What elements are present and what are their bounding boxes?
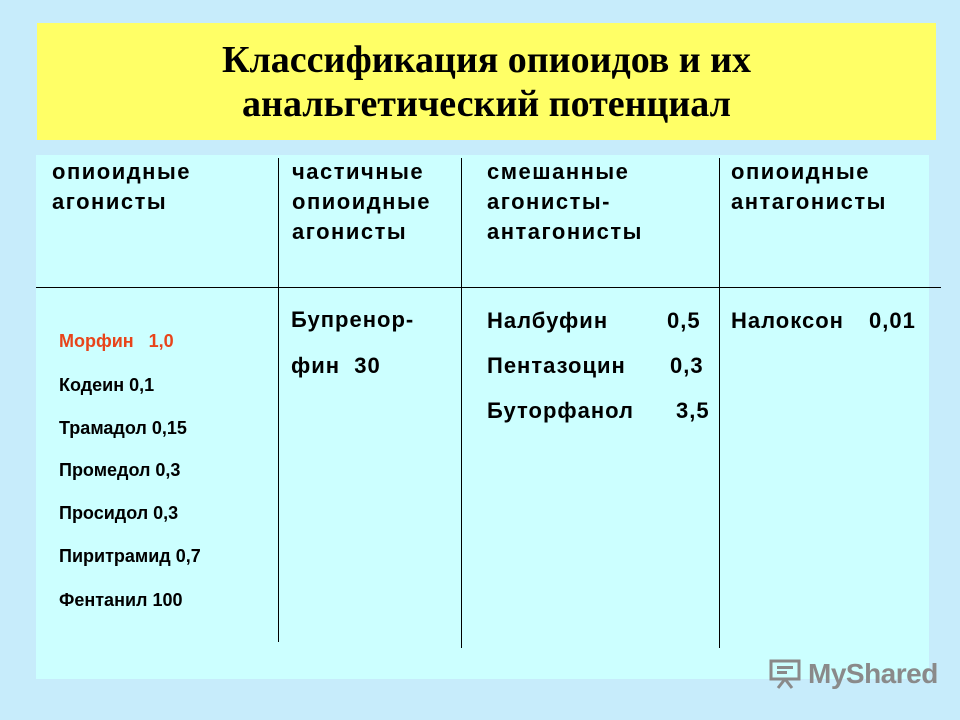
header-agonists	[52, 157, 191, 217]
mixed-drug-value: 0,5	[667, 308, 701, 333]
header-text: опиоидные	[292, 189, 431, 214]
header-text: агонисты-	[487, 189, 611, 214]
agonist-item: Кодеин 0,1	[59, 375, 155, 395]
partial-agonist-line: Бупренор-	[291, 307, 415, 332]
header-partial-agonists	[292, 157, 431, 247]
header-mixed	[487, 157, 643, 247]
mixed-drug-name: Буторфанол	[487, 398, 635, 423]
header-text: частичные	[292, 159, 425, 184]
antagonist-name: Налоксон	[731, 308, 844, 333]
column-divider-2	[461, 158, 462, 648]
header-text: опиоидные	[731, 159, 870, 184]
agonist-item: Просидол 0,3	[59, 503, 179, 523]
agonist-item: Промедол 0,3	[59, 460, 181, 480]
agonist-item: Морфин 1,0	[59, 331, 174, 351]
header-antagonists	[731, 157, 887, 217]
antagonist-value: 0,01	[869, 308, 916, 333]
header-text: антагонисты	[731, 189, 887, 214]
mixed-drug-value: 0,3	[670, 353, 704, 378]
column-divider-3	[719, 158, 720, 648]
header-text: смешанные	[487, 159, 630, 184]
column-divider-1	[278, 158, 279, 642]
header-divider	[36, 287, 941, 288]
agonist-item: Фентанил 100	[59, 590, 183, 610]
title-line-2: анальгетический потенциал	[242, 82, 731, 125]
header-text: опиоидные	[52, 159, 191, 184]
mixed-drug-name: Пентазоцин	[487, 353, 626, 378]
partial-agonist-line: фин 30	[291, 353, 381, 378]
myshared-watermark	[768, 656, 938, 692]
header-text: агонисты	[52, 189, 168, 214]
header-text: антагонисты	[487, 219, 643, 244]
header-text: агонисты	[292, 219, 408, 244]
title-line-1: Классификация опиоидов и их	[221, 38, 752, 81]
watermark-text: MyShared	[808, 658, 938, 689]
presentation-board-icon	[768, 659, 802, 689]
agonist-item: Пиритрамид 0,7	[59, 546, 201, 566]
mixed-drug-value: 3,5	[676, 398, 710, 423]
slide-title	[37, 23, 936, 140]
agonist-item: Трамадол 0,15	[59, 418, 187, 438]
mixed-drug-name: Налбуфин	[487, 308, 609, 333]
